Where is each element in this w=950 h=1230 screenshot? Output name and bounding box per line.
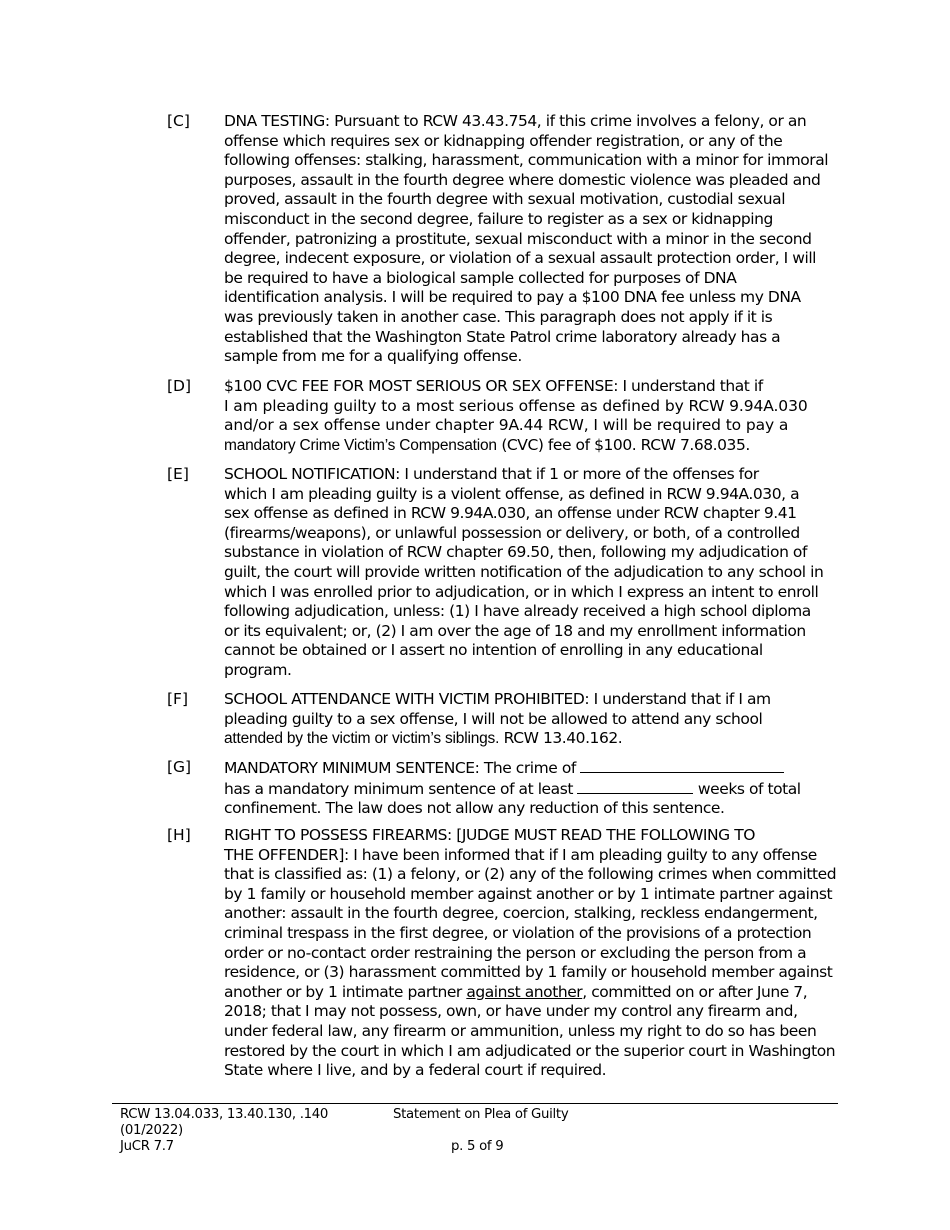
- text-line: [224, 436, 842, 456]
- text-run: another or by 1 intimate partner: [224, 982, 467, 1001]
- section-f: [167, 690, 842, 749]
- section-f-text: [224, 690, 842, 749]
- text-line: residence, or (3) harassment committed by 1 family or household member against: [224, 963, 833, 982]
- text-line: under federal law, any firearm or ammunition, unless my right to do so has been: [224, 1021, 817, 1040]
- text-line: I am pleading guilty to a most serious offense as defined by RCW 9.94A.030: [224, 396, 808, 415]
- text-line: following offenses: stalking, harassment, communication with a minor for immoral: [224, 151, 829, 170]
- footer-divider: [112, 1103, 838, 1104]
- text-line: be required to have a biological sample collected for purposes of DNA: [224, 268, 737, 287]
- text-line: guilt, the court will provide written notification of the adjudication to any school in: [224, 562, 824, 581]
- section-g-text: [224, 758, 842, 819]
- text-line: 2018; that I may not possess, own, or have under my control any firearm and,: [224, 1002, 798, 1021]
- footer-rcw: RCW 13.04.033, 13.40.130, .140: [120, 1107, 329, 1122]
- text-run: (CVC) fee of $100. RCW 7.68.035.: [496, 435, 750, 454]
- text-line: following adjudication, unless: (1) I have already received a high school diploma: [224, 602, 811, 621]
- text-line: program.: [224, 660, 292, 679]
- section-e-label: [E]: [167, 465, 189, 483]
- crime-name-blank[interactable]: [580, 758, 784, 773]
- footer-title: Statement on Plea of Guilty: [393, 1107, 569, 1122]
- text-line: was previously taken in another case. This paragraph does not apply if it is: [224, 307, 773, 326]
- text-line: $100 CVC FEE FOR MOST SERIOUS OR SEX OFFENSE: I understand that if: [224, 377, 763, 395]
- text-line: proved, assault in the fourth degree with sexual motivation, custodial sexual: [224, 190, 786, 209]
- section-h: [167, 826, 842, 1081]
- section-d-text: [224, 377, 842, 455]
- text-line: [224, 758, 842, 779]
- text-line: identification analysis. I will be required to pay a $100 DNA fee unless my DNA: [224, 288, 801, 307]
- text-line: cannot be obtained or I assert no intention of enrolling in any educational: [224, 641, 763, 660]
- section-c-text: [224, 112, 842, 367]
- section-c: [167, 112, 842, 367]
- text-line: degree, indecent exposure, or violation of a sexual assault protection order, I will: [224, 249, 817, 268]
- text-line: order or no-contact order restraining the person or excluding the person from a: [224, 943, 807, 962]
- text-line: another: assault in the fourth degree, coercion, stalking, reckless endangerment,: [224, 904, 818, 923]
- text-line: [224, 779, 842, 800]
- section-d: [167, 377, 842, 455]
- section-c-label: [C]: [167, 112, 190, 130]
- text-run: mandatory Crime Victim’s Compensation: [224, 436, 497, 454]
- footer-rule-ref: JuCR 7.7: [120, 1139, 174, 1154]
- text-run: MANDATORY MINIMUM SENTENCE: The crime of: [224, 759, 576, 777]
- text-run: RCW 13.40.162.: [499, 729, 623, 748]
- footer-date: (01/2022): [120, 1123, 183, 1138]
- weeks-blank[interactable]: [577, 779, 693, 794]
- text-line: [224, 729, 842, 749]
- text-line: established that the Washington State Patrol crime laboratory already has a: [224, 327, 781, 346]
- section-e-text: [224, 465, 842, 681]
- text-line: or its equivalent; or, (2) I am over the age of 18 and my enrollment information: [224, 621, 806, 640]
- text-line: DNA TESTING: Pursuant to RCW 43.43.754, if this crime involves a felony, or an: [224, 112, 807, 130]
- text-line: which I am pleading guilty is a violent offense, as defined in RCW 9.94A.030, a: [224, 484, 800, 503]
- text-run: weeks of total: [697, 779, 801, 798]
- section-h-label: [H]: [167, 826, 191, 844]
- section-g-label: [G]: [167, 758, 192, 776]
- text-run: , committed on or after June 7,: [582, 982, 808, 1001]
- underlined-text: against another: [466, 982, 583, 1001]
- text-run: attended by the victim or victim’s siblings.: [224, 730, 500, 748]
- text-line: and/or a sex offense under chapter 9A.44 RCW, I will be required to pay a: [224, 416, 789, 435]
- text-line: offender, patronizing a prostitute, sexual misconduct with a minor in the second: [224, 229, 812, 248]
- text-line: State where I live, and by a federal court if required.: [224, 1061, 607, 1080]
- text-line: RIGHT TO POSSESS FIREARMS: [JUDGE MUST READ THE FOLLOWING TO: [224, 826, 755, 844]
- footer-page-number: p. 5 of 9: [451, 1139, 504, 1154]
- text-line: criminal trespass in the first degree, or violation of the provisions of a protection: [224, 923, 812, 942]
- text-line: SCHOOL ATTENDANCE WITH VICTIM PROHIBITED: I understand that if I am: [224, 690, 771, 708]
- text-line: that is classified as: (1) a felony, or (2) any of the following crimes when committed: [224, 865, 837, 884]
- text-line: (firearms/weapons), or unlawful possession or delivery, or both, of a controlled: [224, 523, 800, 542]
- section-h-text: [224, 826, 842, 1081]
- section-g: [167, 758, 842, 819]
- text-line: substance in violation of RCW chapter 69.50, then, following my adjudication of: [224, 543, 807, 562]
- text-line: which I was enrolled prior to adjudication, or in which I express an intent to enroll: [224, 582, 819, 601]
- text-line: pleading guilty to a sex offense, I will not be allowed to attend any school: [224, 709, 763, 728]
- section-d-label: [D]: [167, 377, 192, 395]
- text-line: restored by the court in which I am adjudicated or the superior court in Washington: [224, 1041, 836, 1060]
- text-line: sex offense as defined in RCW 9.94A.030, an offense under RCW chapter 9.41: [224, 504, 797, 523]
- text-run: has a mandatory minimum sentence of at least: [224, 779, 573, 798]
- text-line: offense which requires sex or kidnapping offender registration, or any of the: [224, 131, 783, 150]
- section-e: [167, 465, 842, 681]
- text-line: misconduct in the second degree, failure to register as a sex or kidnapping: [224, 209, 773, 228]
- text-line: [224, 983, 842, 1003]
- text-line: sample from me for a qualifying offense.: [224, 347, 522, 366]
- text-line: confinement. The law does not allow any reduction of this sentence.: [224, 799, 725, 818]
- text-line: SCHOOL NOTIFICATION: I understand that if 1 or more of the offenses for: [224, 465, 759, 483]
- text-line: purposes, assault in the fourth degree where domestic violence was pleaded and: [224, 170, 821, 189]
- text-line: by 1 family or household member against another or by 1 intimate partner against: [224, 884, 833, 903]
- section-f-label: [F]: [167, 690, 189, 708]
- text-line: THE OFFENDER]: I have been informed that if I am pleading guilty to any offense: [224, 845, 817, 864]
